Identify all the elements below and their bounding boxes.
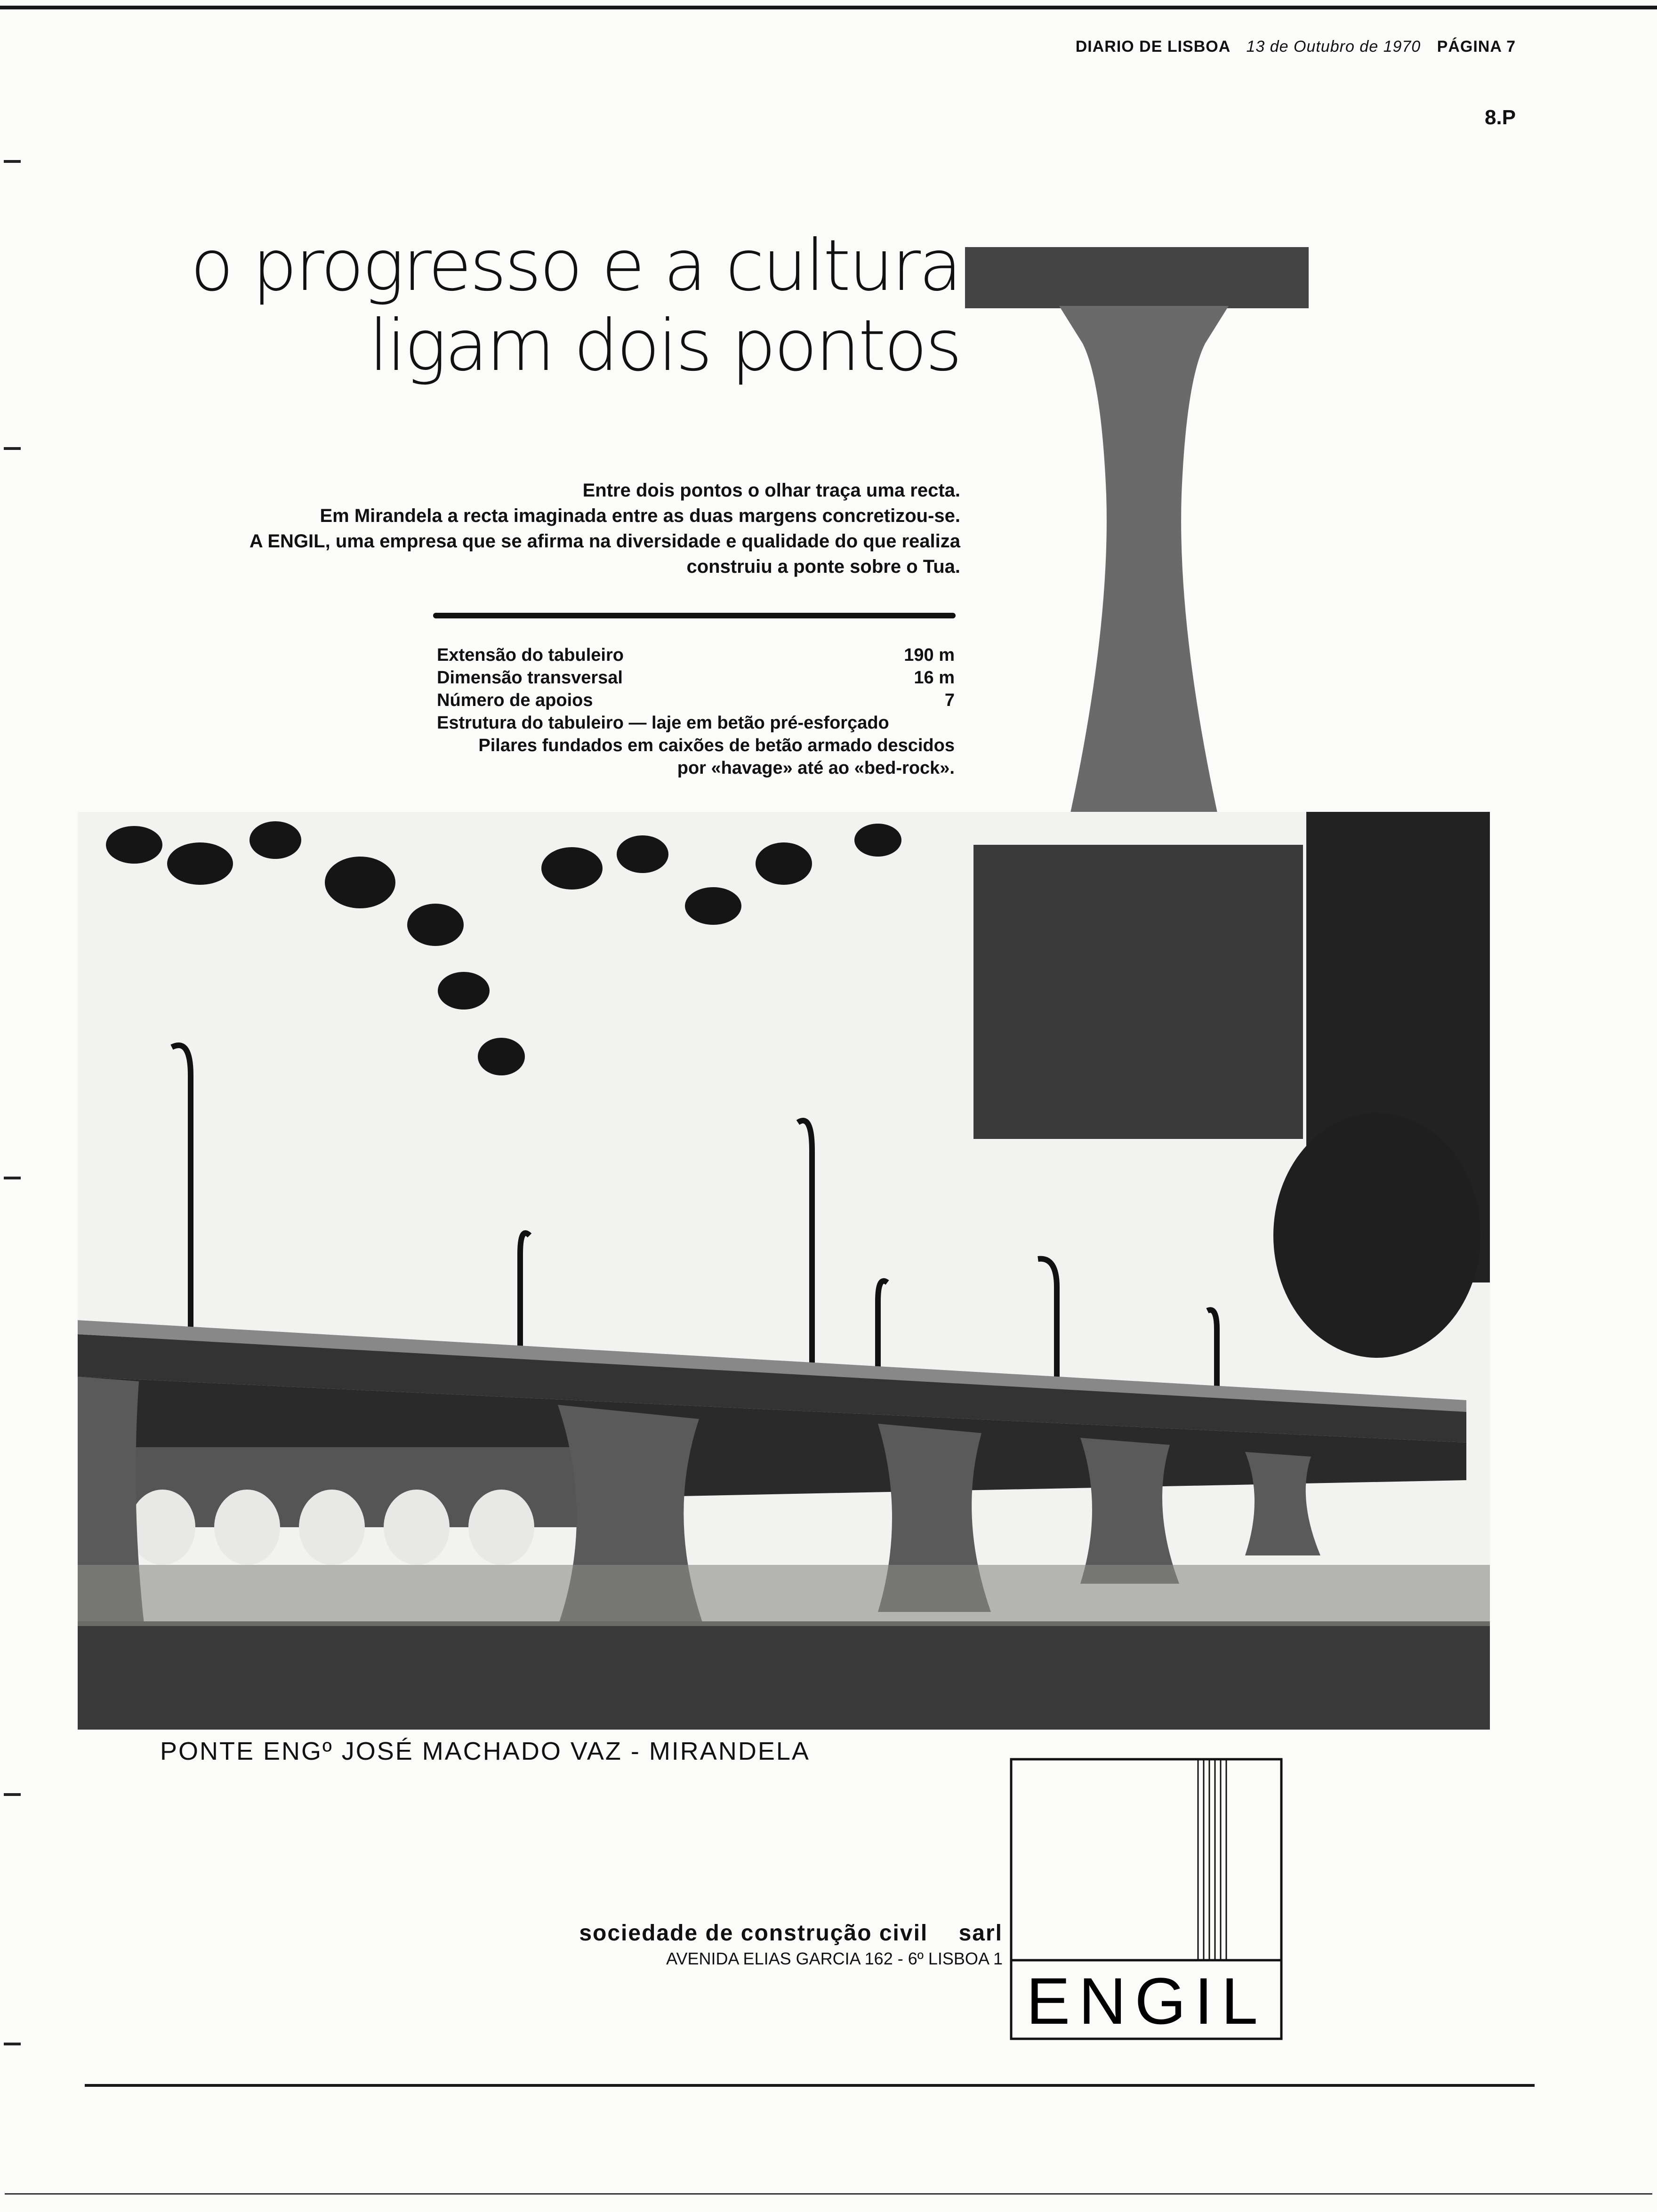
margin-mark [4,1177,21,1179]
spec-label: Extensão do tabuleiro [437,645,624,665]
margin-mark [4,447,21,450]
corner-mark: 8.P [1484,106,1516,129]
spec-row: Pilares fundados em caixões de betão armado descidos [478,736,955,755]
spec-row [437,644,955,666]
spec-row [437,689,955,712]
intro-line-2: Em Mirandela a recta imaginada entre as duas margens concretizou-se. [320,505,960,526]
company-suffix-text: sarl [958,1921,1003,1946]
company-address: AVENIDA ELIAS GARCIA 162 - 6º LISBOA 1 [666,1949,1003,1968]
engil-logo-text: ENGIL [1026,1964,1267,2038]
bridge-specifications [437,644,955,779]
page-edge-rule [5,2193,1652,2195]
margin-mark [4,2043,21,2045]
spec-value: 16 m [914,668,955,688]
spec-label: Dimensão transversal [437,668,623,688]
intro-line-3: A ENGIL, uma empresa que se afirma na diversidade e qualidade do que realiza [249,531,960,552]
top-rule [0,6,1657,9]
margin-mark [4,1793,21,1796]
page-number: PÁGINA 7 [1437,38,1516,56]
bottom-rule [85,2084,1535,2087]
spec-value: 7 [944,690,955,710]
spec-row [437,666,955,689]
headline-line-1: o progresso e a cultura [190,225,960,307]
intro-line-4: construiu a ponte sobre o Tua. [686,556,960,577]
headline-line-2: ligam dois pontos [369,305,960,387]
company-block [471,1920,1003,1969]
spec-row: Estrutura do tabuleiro — laje em betão pré-esforçado [437,713,889,733]
intro-line-1: Entre dois pontos o olhar traça uma recta. [582,480,960,501]
spec-divider [433,613,956,618]
lamp-base-illustration [973,845,1303,1139]
headline [191,226,961,386]
masthead [1064,38,1516,56]
lamp-stem-illustration [1045,306,1243,842]
spec-value: 190 m [904,645,955,665]
engil-logo [1010,1758,1283,2040]
spec-label: Número de apoios [437,690,593,710]
company-title [471,1920,1003,1946]
intro-text [249,478,960,579]
newspaper-name: DIARIO DE LISBOA [1075,38,1231,56]
issue-date: 13 de Outubro de 1970 [1246,38,1421,56]
photo-caption: PONTE ENGº JOSÉ MACHADO VAZ - MIRANDELA [160,1737,810,1765]
spec-row: por «havage» até ao «bed-rock». [677,758,955,778]
lamp-shade-illustration [965,247,1309,308]
company-name-text: sociedade de construção civil [579,1921,928,1946]
margin-mark [4,160,21,163]
